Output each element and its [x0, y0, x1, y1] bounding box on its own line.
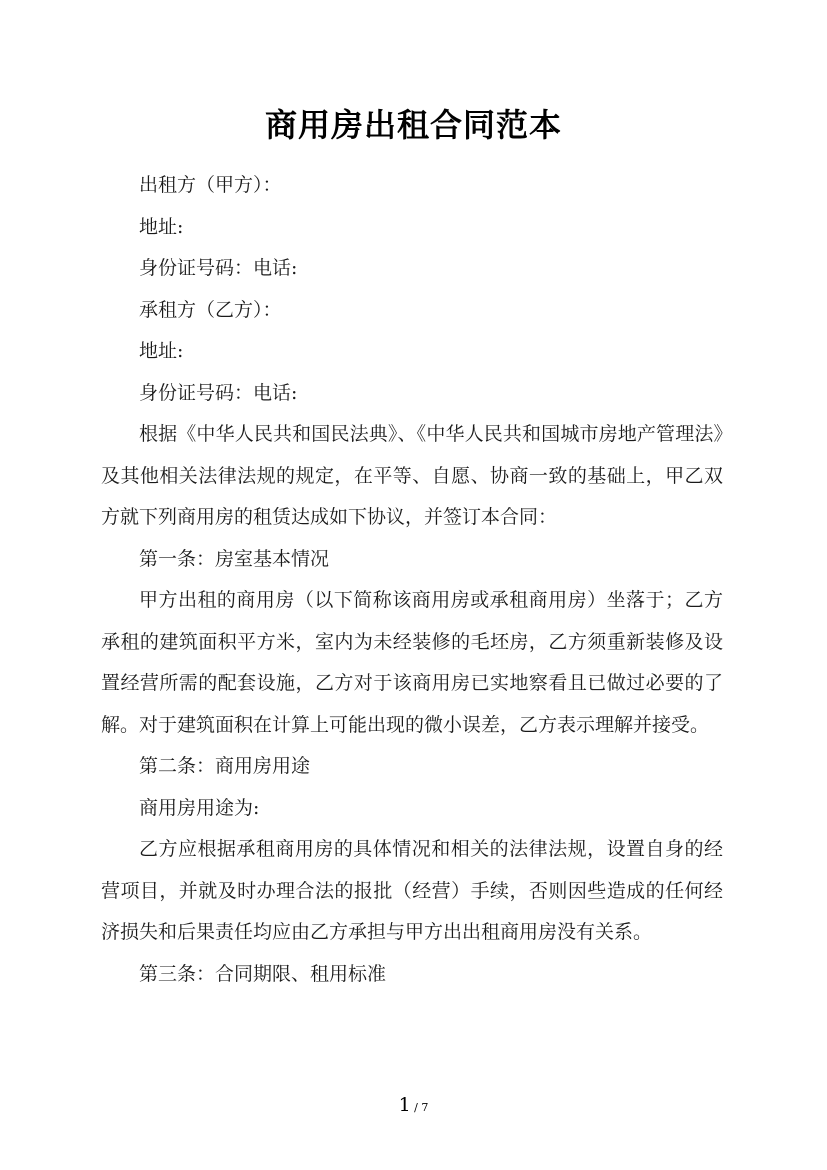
- page-number: [0, 1094, 827, 1116]
- lessee-address-line: 地址:: [139, 340, 184, 362]
- lessor-address-line: 地址:: [139, 215, 184, 238]
- preamble-paragraph: 根据《中华人民共和国民法典》、《中华人民共和国城市房地产管理法》及其他相关法律法规的规定，在平等、自愿、协商一致的基础上，甲乙双方就下列商用房的租赁达成如下协议，并签订本合同：: [101, 423, 723, 528]
- article-2-paragraph: 乙方应根据承租商用房的具体情况和相关的法律法规，设置自身的经营项目，并就及时办理合法的报批（经营）手续，否则因些造成的任何经济损失和后果责任均应由乙方承担与甲方出出租商用房没有关系。: [101, 838, 723, 943]
- usage-line: 商用房用途为:: [139, 796, 260, 819]
- lessor-party-line: 出租方（甲方）：: [139, 174, 282, 196]
- page-number-separator: /: [410, 1101, 422, 1114]
- lessee-id-phone-line: 身份证号码：电话:: [139, 381, 298, 404]
- article-3-heading: 第三条：合同期限、租用标准: [139, 962, 387, 985]
- article-1-heading: 第一条：房室基本情况: [139, 547, 330, 570]
- total-page-count: 7: [421, 1101, 429, 1114]
- current-page-number: 1: [398, 1094, 411, 1116]
- article-2-heading: 第二条：商用房用途: [139, 755, 311, 777]
- document-title: 商用房出租合同范本: [264, 106, 562, 144]
- lessee-party-line: 承租方（乙方）：: [139, 298, 282, 321]
- article-1-paragraph: 甲方出租的商用房（以下简称该商用房或承租商用房）坐落于；乙方承租的建筑面积平方米，室内为未经装修的毛坯房，乙方须重新装修及设置经营所需的配套设施，乙方对于该商用房已实地察看且已做过必要的了解。对于建筑面积在计算上可能出现的微小误差，乙方表示理解并接受。: [101, 589, 723, 736]
- document-body: [101, 165, 723, 995]
- lessor-id-phone-line: 身份证号码：电话:: [139, 257, 298, 279]
